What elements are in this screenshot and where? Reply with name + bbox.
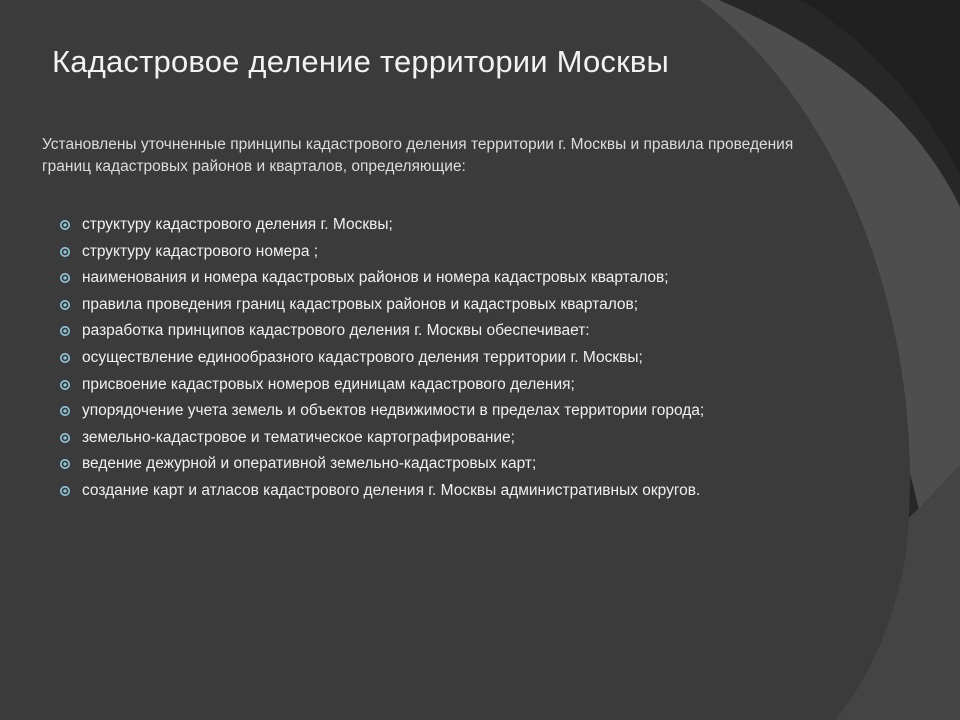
list-item <box>58 427 798 449</box>
ring-bullet-icon <box>59 299 71 311</box>
bullet-text: структуру кадастрового номера ; <box>82 242 319 260</box>
bullet-text: упорядочение учета земель и объектов недвижимости в пределах территории города; <box>82 402 705 420</box>
bullet-list <box>58 214 798 507</box>
ring-bullet-icon <box>59 485 71 497</box>
bullet-text: наименования и номера кадастровых районов и номера кадастровых кварталов; <box>82 269 669 287</box>
bullet-text: земельно-кадастровое и тематическое картографирование; <box>82 428 515 446</box>
bullet-text: ведение дежурной и оперативной земельно-кадастровых карт; <box>82 455 537 473</box>
list-item <box>58 453 798 475</box>
ring-bullet-icon <box>59 352 71 364</box>
list-item <box>58 267 798 289</box>
list-item <box>58 214 798 236</box>
list-item <box>58 374 798 396</box>
ring-bullet-icon <box>59 405 71 417</box>
bullet-text: правила проведения границ кадастровых районов и кадастровых кварталов; <box>82 295 639 313</box>
list-item <box>58 400 798 422</box>
ring-bullet-icon <box>59 272 71 284</box>
list-item <box>58 241 798 263</box>
bullet-text: разработка принципов кадастрового деления г. Москвы обеспечивает: <box>82 322 590 340</box>
list-item <box>58 347 798 369</box>
bullet-text: структуру кадастрового деления г. Москвы; <box>82 216 393 233</box>
ring-bullet-icon <box>59 458 71 470</box>
ring-bullet-icon <box>59 325 71 337</box>
intro-paragraph: Установлены уточненные принципы кадастрового деления территории г. Москвы и правила проведения границ кадастровых районов и кварталов, определяющие: <box>42 136 794 175</box>
list-item <box>58 320 798 342</box>
ring-bullet-icon <box>59 432 71 444</box>
ring-bullet-icon <box>59 246 71 258</box>
bullet-text: осуществление единообразного кадастрового деления территории г. Москвы; <box>82 348 643 366</box>
ring-bullet-icon <box>59 379 71 391</box>
ring-bullet-icon <box>59 219 71 231</box>
list-item <box>58 480 798 502</box>
slide-title: Кадастровое деление территории Москвы <box>52 44 670 79</box>
list-item <box>58 294 798 316</box>
bullet-text: создание карт и атласов кадастрового деления г. Москвы административных округов. <box>82 481 701 499</box>
bullet-text: присвоение кадастровых номеров единицам кадастрового деления; <box>82 375 575 393</box>
